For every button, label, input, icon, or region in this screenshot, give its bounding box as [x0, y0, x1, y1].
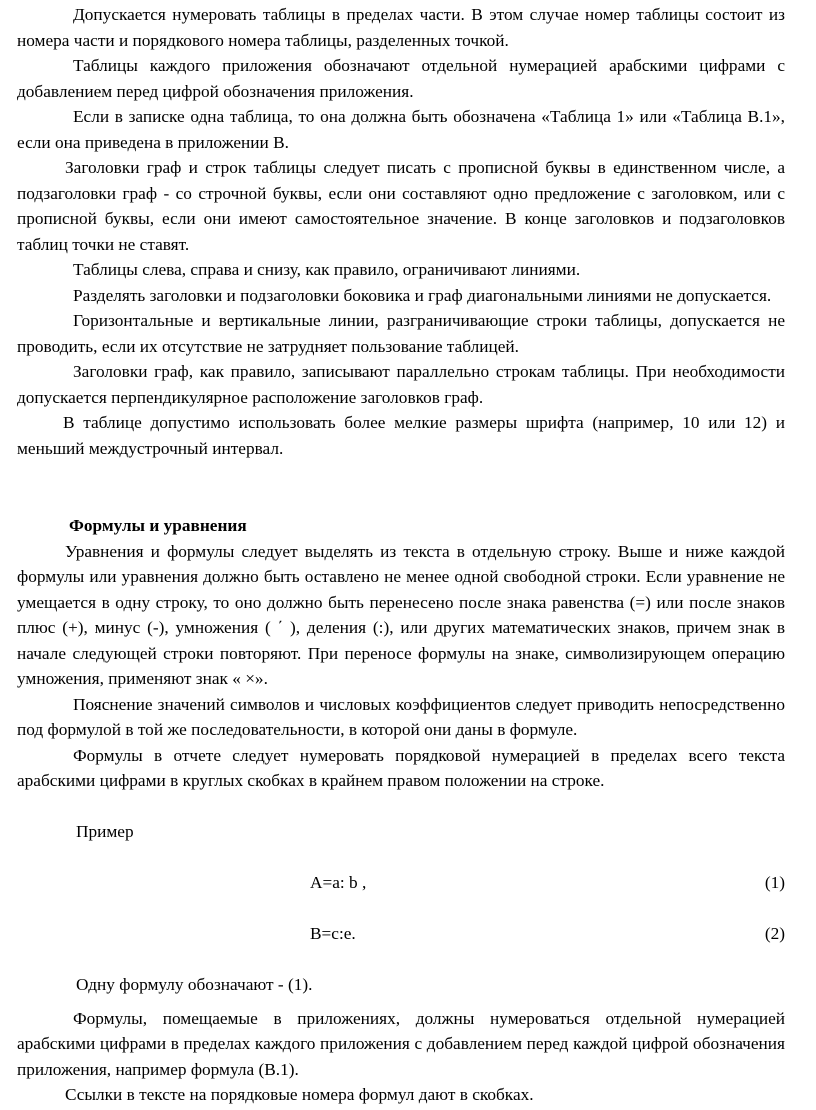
paragraph-symbol-explanation: Пояснение значений символов и числовых коэффициентов следует приводить непосредственно под формулой в той же последовательности, в которой они даны в формуле.: [17, 694, 785, 739]
paragraph-font-size: В таблице допустимо использовать более мелкие размеры шрифта (например, 10 или 12) и меньший междустрочный интервал.: [17, 413, 785, 458]
formula-number: (2): [764, 924, 785, 943]
paragraph-table-numbering-in-part: Допускается нумеровать таблицы в пределах части. В этом случае номер таблицы состоит из номера части и порядкового номера таблицы, разделенных точкой.: [17, 5, 785, 50]
spacer: [17, 896, 785, 922]
paragraph-header-orientation: Заголовки граф, как правило, записывают параллельно строкам таблицы. При необходимости допускается перпендикулярное расположение заголовков граф.: [17, 362, 785, 407]
formula-expression: A=a: b ,: [310, 873, 367, 892]
formula-expression: B=c:e.: [310, 924, 356, 943]
example-label: Пример: [76, 822, 134, 841]
paragraph-single-table: Если в записке одна таблица, то она должна быть обозначена «Таблица 1» или «Таблица В.1», если она приведена в приложении В.: [17, 107, 785, 152]
paragraph-appendix-formulas: Формулы, помещаемые в приложениях, должны нумероваться отдельной нумерацией арабскими цифрами в пределах каждого приложения с добавлением перед каждой цифрой обозначения приложения, например формула (В.1).: [17, 1008, 785, 1079]
paragraph-diagonal-lines: Разделять заголовки и подзаголовки боковика и граф диагональными линиями не допускается.: [73, 285, 772, 305]
paragraph-formula-numbering: Формулы в отчете следует нумеровать порядковой нумерацией в пределах всего текста арабскими цифрами в круглых скобках в крайнем правом положении на строке.: [17, 745, 785, 790]
paragraph-grid-lines: Горизонтальные и вертикальные линии, разграничивающие строки таблицы, допускается не проводить, если их отсутствие не затрудняет пользование таблицей.: [17, 311, 785, 356]
paragraph-appendix-table-numbering: Таблицы каждого приложения обозначают отдельной нумерацией арабскими цифрами с добавлением перед цифрой обозначения приложения.: [17, 56, 785, 101]
section-heading: Формулы и уравнения: [69, 516, 247, 535]
formula-number: (1): [764, 873, 785, 892]
paragraph-formula-references: Ссылки в тексте на порядковые номера формул дают в скобках.: [65, 1085, 534, 1104]
paragraph-single-formula: Одну формулу обозначают - (1).: [76, 975, 313, 994]
paragraph-table-headers: Заголовки граф и строк таблицы следует писать с прописной буквы в единственном числе, а подзаголовки граф - со строчной буквы, если они составляют одно предложение с заголовком, или с прописной буквы, если они имеют самостоятельное значение. В конце заголовков и подзаголовков таблиц точки не ставят.: [17, 158, 785, 254]
document-page: [17, 2, 785, 1108]
paragraph-table-borders: Таблицы слева, справа и снизу, как правило, ограничивают линиями.: [73, 260, 581, 279]
paragraph-formula-placement: Уравнения и формулы следует выделять из текста в отдельную строку. Выше и ниже каждой формулы или уравнения должно быть оставлено не менее одной свободной строки. Если уравнение не умещается в одну строку, то оно должно быть перенесено после знака равенства (=) или после знаков плюс (+), минус (-), умножения ( ΄ ), деления (:), или других математических знаков, причем знак в начале следующей строки повторяют. При переносе формулы на знаке, символизирующем операцию умножения, применяют знак « ×».: [17, 541, 785, 688]
spacer: [17, 461, 785, 513]
spacer: [17, 794, 785, 820]
spacer: [17, 845, 785, 871]
formula-line: [17, 921, 785, 947]
spacer: [17, 947, 785, 973]
formula-line: [17, 870, 785, 896]
